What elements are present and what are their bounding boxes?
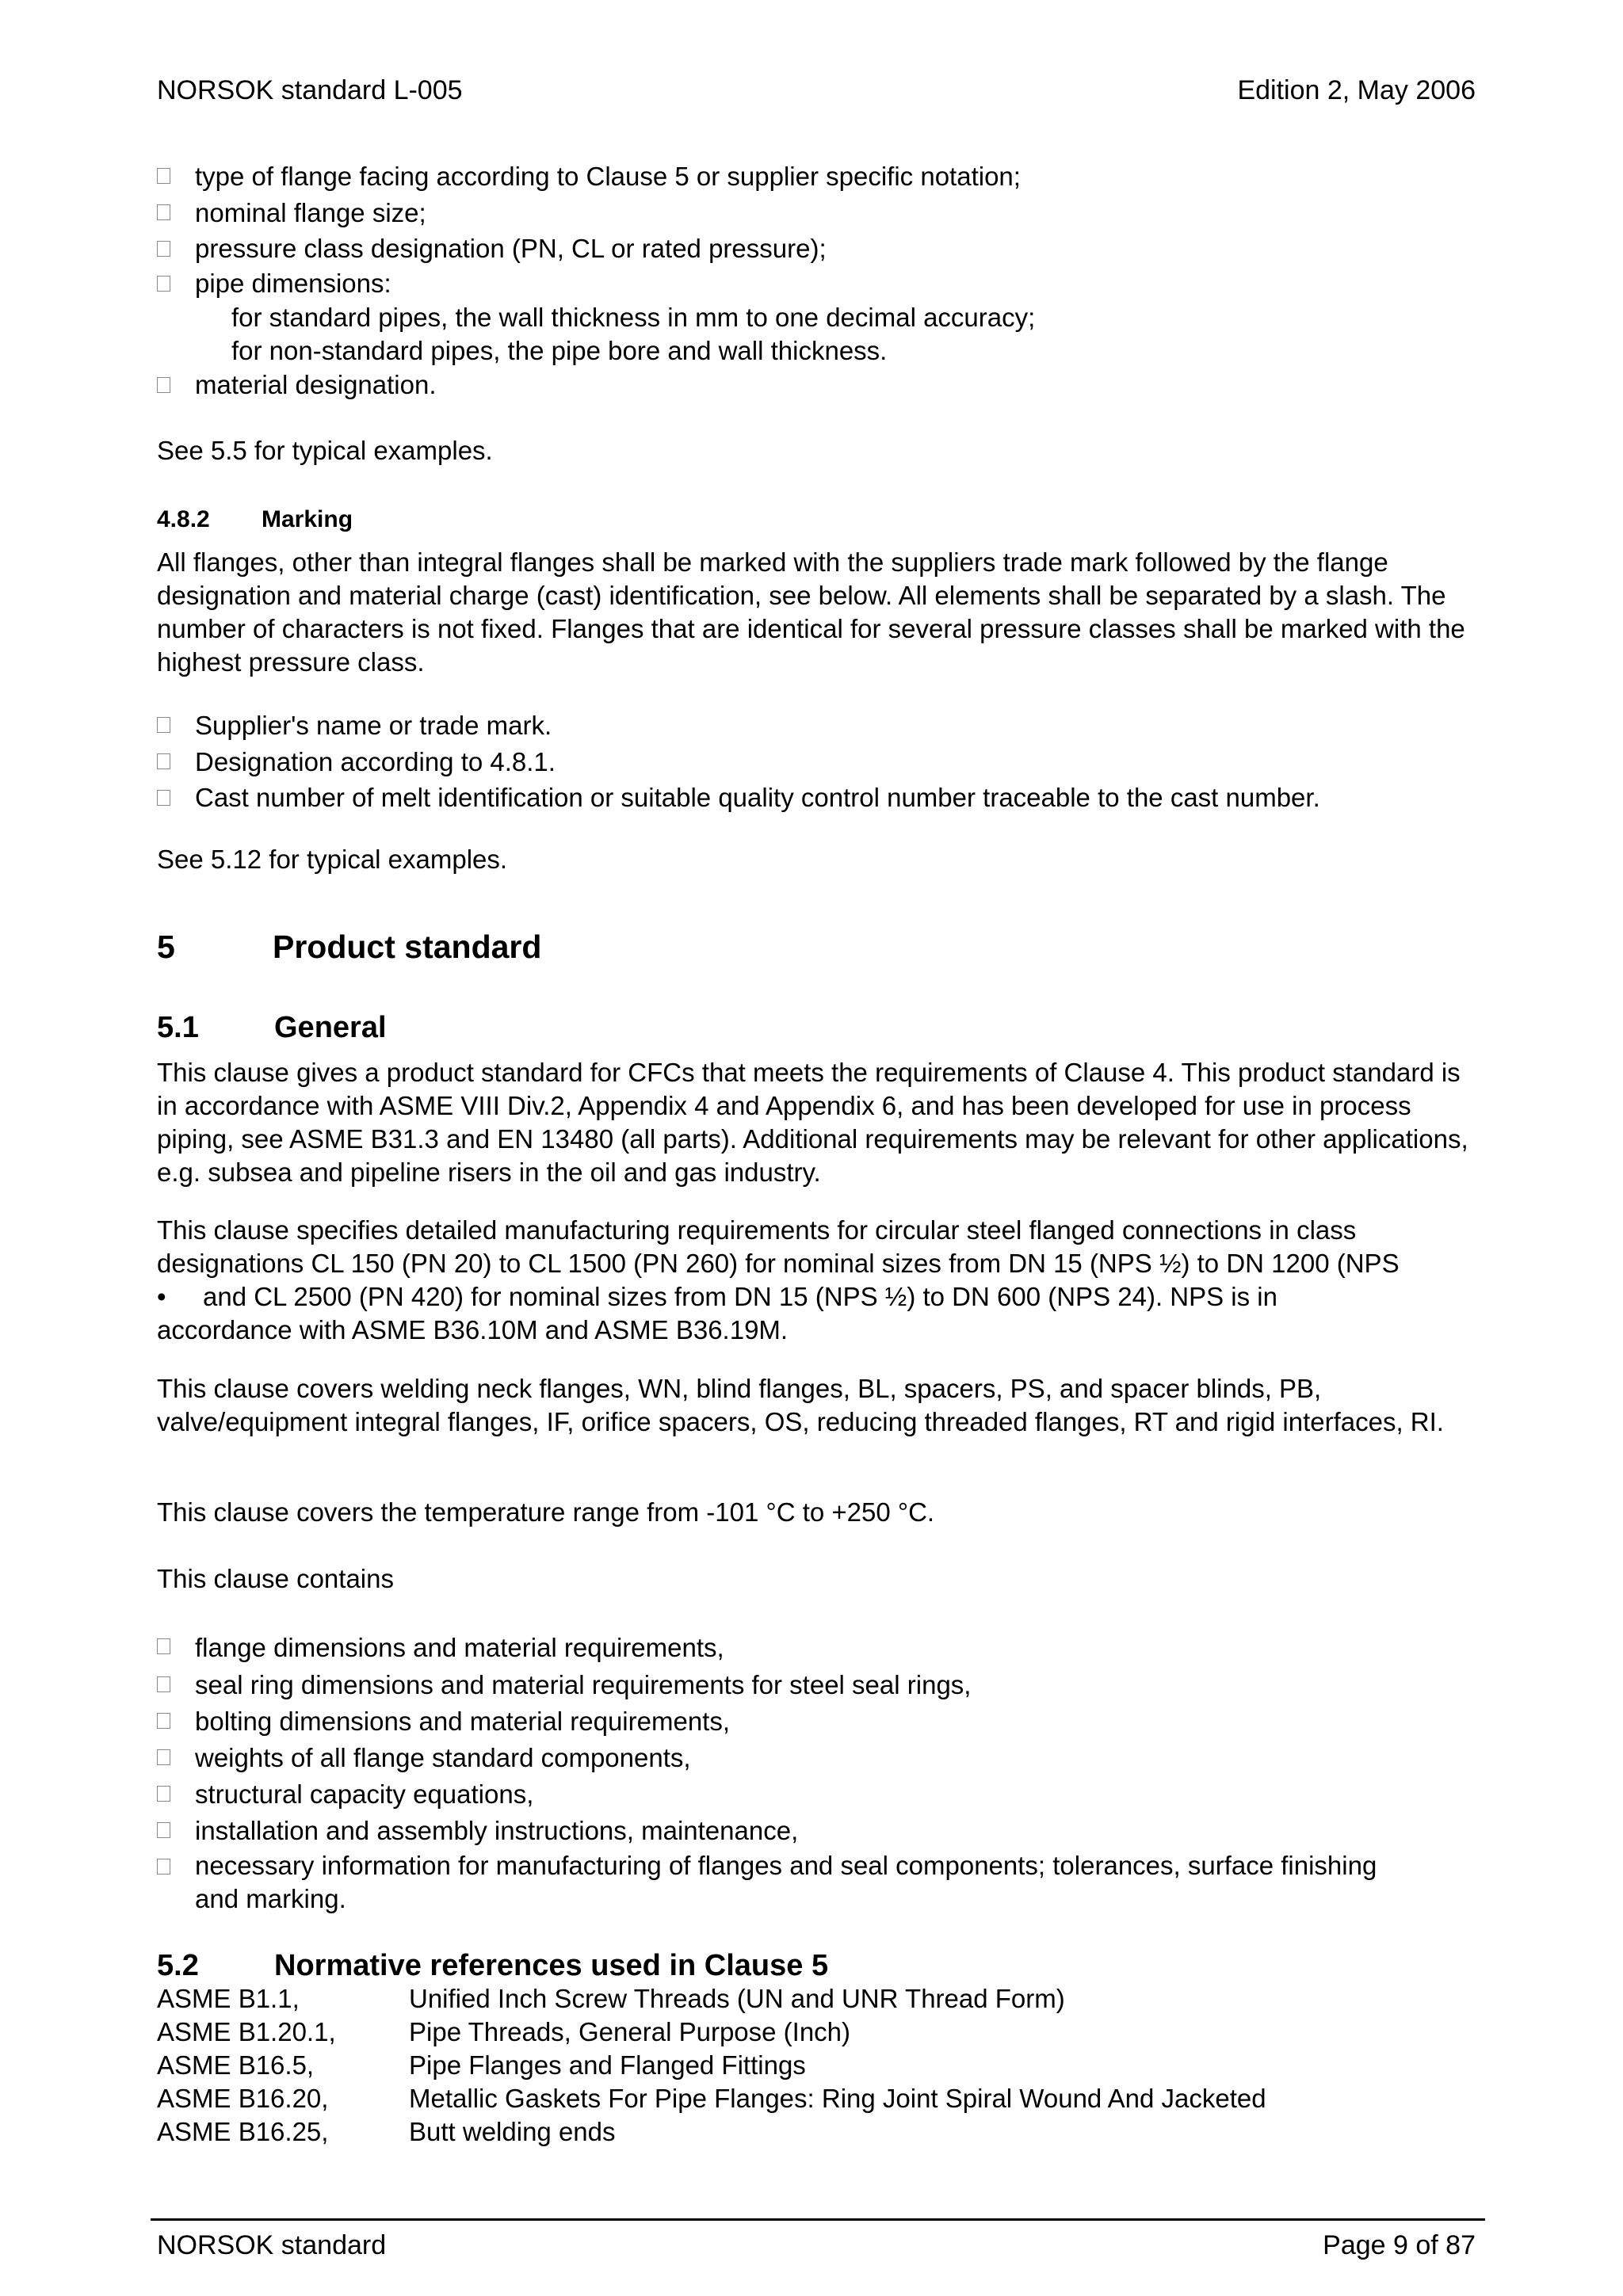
- list-item: Designation according to 4.8.1.: [157, 744, 1320, 780]
- section-title: Product standard: [273, 929, 542, 965]
- reference-title: Metallic Gaskets For Pipe Flanges: Ring Joint Spiral Wound And Jacketed: [409, 2084, 1266, 2113]
- reference-title: Pipe Threads, General Purpose (Inch): [409, 2017, 851, 2046]
- checkbox-bullet-icon: [157, 1713, 170, 1729]
- checkbox-bullet-icon: [157, 1822, 170, 1838]
- general-paragraph-2: This clause specifies detailed manufacturing requirements for circular steel flanged connections in class designations CL 150 (PN 20) to CL 1500 (PN 260) for nominal sizes from DN 15 (NPS ½) to DN 1200 (NPS • and CL 2500 (PN 420) for nominal sizes from DN 15 (NPS ½) to DN 600 (NPS 24). NPS is in accordance with ASME B36.10M and ASME B36.19M.: [157, 1215, 1400, 1344]
- section-number: 4.8.2: [157, 506, 210, 532]
- see-5-5-text: See 5.5 for typical examples.: [157, 436, 493, 465]
- header-title: NORSOK standard L-005: [157, 75, 463, 105]
- list-item: Cast number of melt identification or suitable quality control number traceable to the cast number.: [157, 780, 1320, 815]
- page-number: Page 9 of 87: [1323, 2230, 1476, 2260]
- list-item: pipe dimensions: for standard pipes, the wall thickness in mm to one decimal accuracy; for non-standard pipes, the pipe bore and wall thickness.: [157, 266, 1035, 368]
- reference-title: Pipe Flanges and Flanged Fittings: [409, 2050, 806, 2080]
- section-5-1-heading: [157, 1008, 387, 1047]
- checkbox-bullet-icon: [157, 204, 170, 220]
- marking-list: [157, 707, 1320, 815]
- header-edition: Edition 2, May 2006: [1237, 75, 1476, 105]
- section-5-2-heading: [157, 1946, 828, 1985]
- list-item: necessary information for manufacturing of flanges and seal components; tolerances, surface finishing and marking.: [157, 1849, 1377, 1916]
- reference-row: [157, 2082, 1266, 2115]
- list-item: nominal flange size;: [157, 195, 1035, 231]
- list-item: weights of all flange standard components,: [157, 1740, 1377, 1776]
- checkbox-bullet-icon: [157, 1749, 170, 1765]
- list-item: flange dimensions and material requirements,: [157, 1629, 1377, 1667]
- general-paragraph-3: This clause covers welding neck flanges, WN, blind flanges, BL, spacers, PS, and spacer blinds, PB, valve/equipment integral flanges, IF, orifice spacers, OS, reducing threaded flanges, RT and rigid interfaces, RI.: [157, 1374, 1444, 1436]
- general-paragraph-1: This clause gives a product standard for CFCs that meets the requirements of Clause 4. This product standard is in accordance with ASME VIII Div.2, Appendix 4 and Appendix 6, and has been developed for use in process piping, see ASME B31.3 and EN 13480 (all parts). Additional requirements may be relevant for other applications, e.g. subsea and pipeline risers in the oil and gas industry.: [157, 1058, 1468, 1187]
- reference-row: [157, 2115, 1266, 2149]
- checkbox-bullet-icon: [157, 241, 170, 257]
- checkbox-bullet-icon: [157, 1786, 170, 1802]
- list-item: seal ring dimensions and material requirements for steel seal rings,: [157, 1667, 1377, 1703]
- section-5-heading: [157, 925, 541, 968]
- general-paragraph-4: This clause covers the temperature range from -101 °C to +250 °C.: [157, 1497, 935, 1527]
- reference-code: ASME B16.25,: [157, 2117, 329, 2146]
- marking-paragraph: All flanges, other than integral flanges shall be marked with the suppliers trade mark followed by the flange designation and material charge (cast) identification, see below. All elements shall be separated by a slash. The number of characters is not fixed. Flanges that are identical for several pressure classes shall be marked with the highest pressure class.: [157, 547, 1465, 677]
- checkbox-bullet-icon: [157, 1676, 170, 1692]
- reference-row: [157, 2016, 1266, 2049]
- checkbox-bullet-icon: [157, 377, 170, 393]
- checkbox-bullet-icon: [157, 753, 170, 769]
- reference-title: Unified Inch Screw Threads (UN and UNR Thread Form): [409, 1984, 1065, 2013]
- reference-row: [157, 1982, 1266, 2016]
- reference-row: [157, 2049, 1266, 2082]
- designation-list: [157, 158, 1035, 402]
- section-title: Normative references used in Clause 5: [274, 1949, 829, 1982]
- list-item: type of flange facing according to Clause 5 or supplier specific notation;: [157, 158, 1035, 195]
- contains-list: [157, 1629, 1377, 1916]
- checkbox-bullet-icon: [157, 717, 170, 733]
- list-item: material designation.: [157, 368, 1035, 402]
- reference-code: ASME B1.1,: [157, 1984, 300, 2013]
- list-item: Supplier's name or trade mark.: [157, 707, 1320, 744]
- references-list: [157, 1982, 1266, 2149]
- reference-code: ASME B16.20,: [157, 2084, 329, 2113]
- pipe-dimensions-sub-2: for non-standard pipes, the pipe bore and wall thickness.: [231, 336, 888, 365]
- checkbox-bullet-icon: [157, 168, 170, 184]
- checkbox-bullet-icon: [157, 276, 170, 292]
- general-paragraph-5: This clause contains: [157, 1564, 394, 1593]
- list-item: bolting dimensions and material requirements,: [157, 1703, 1377, 1740]
- checkbox-bullet-icon: [157, 790, 170, 806]
- list-item: pressure class designation (PN, CL or rated pressure);: [157, 231, 1035, 266]
- section-title: General: [274, 1011, 387, 1044]
- checkbox-bullet-icon: [157, 1859, 170, 1875]
- reference-code: ASME B16.5,: [157, 2050, 315, 2080]
- reference-title: Butt welding ends: [409, 2117, 616, 2146]
- section-number: 5.2: [157, 1949, 199, 1982]
- footer-rule: [151, 2218, 1485, 2221]
- footer-title: NORSOK standard: [157, 2230, 387, 2260]
- checkbox-bullet-icon: [157, 1638, 170, 1654]
- reference-code: ASME B1.20.1,: [157, 2017, 336, 2046]
- stray-bullet: •: [157, 1282, 166, 1311]
- list-item: installation and assembly instructions, maintenance,: [157, 1813, 1377, 1849]
- section-title: Marking: [262, 506, 353, 532]
- see-5-12-text: See 5.12 for typical examples.: [157, 845, 508, 874]
- section-number: 5: [157, 929, 175, 965]
- pipe-dimensions-sub-1: for standard pipes, the wall thickness in mm to one decimal accuracy;: [231, 303, 1036, 332]
- section-number: 5.1: [157, 1011, 199, 1044]
- section-4-8-2-heading: [157, 504, 353, 536]
- list-item: structural capacity equations,: [157, 1776, 1377, 1813]
